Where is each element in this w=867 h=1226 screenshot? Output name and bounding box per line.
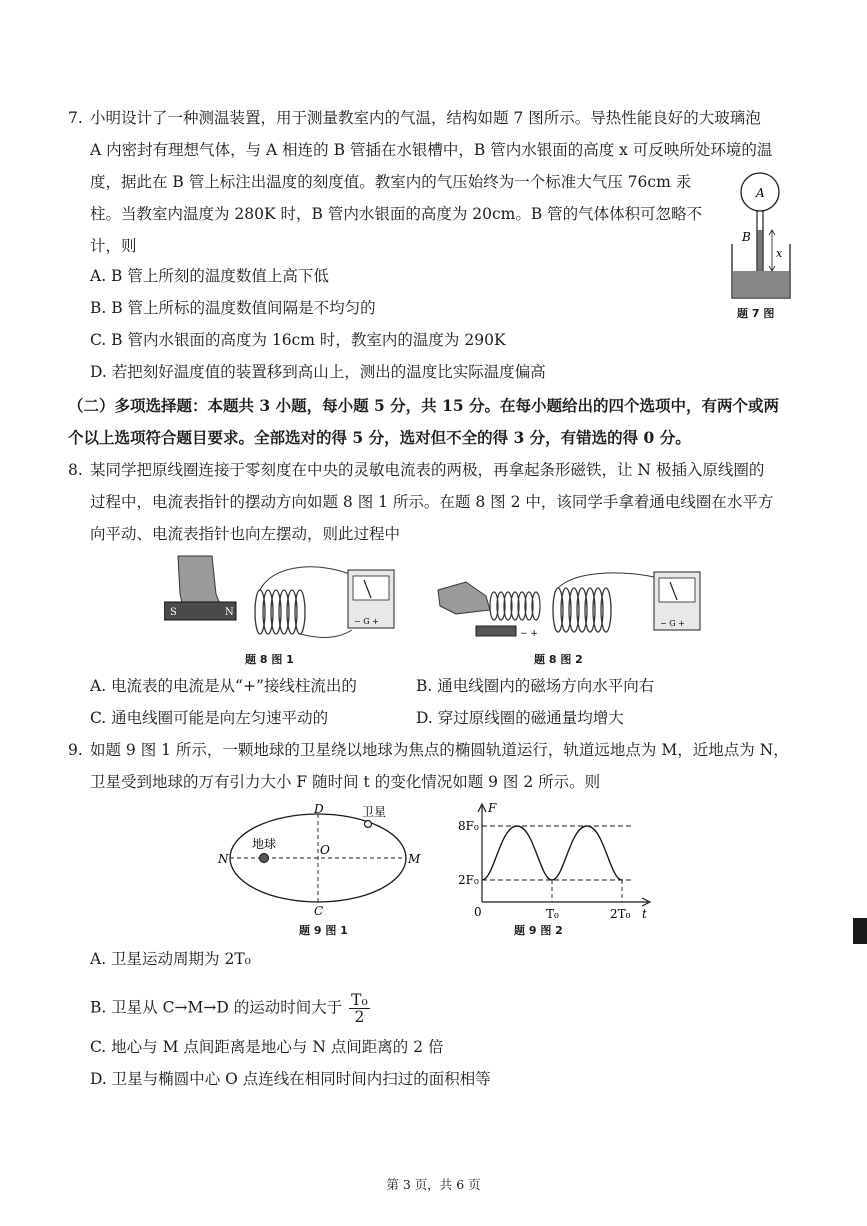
battery [476,626,516,636]
label-f: F [488,801,497,815]
q9-option-d: D. 卫星与椭圆中心 O 点连线在相同时间内扫过的面积相等 [90,1070,491,1088]
label-c: C [314,904,324,918]
q7-option-d: D. 若把刻好温度值的装置移到高山上，测出的温度比实际温度偏高 [90,363,546,381]
svg-text:− G +: − G + [354,617,379,626]
q9-option-a: A. 卫星运动周期为 2T₀ [90,950,251,968]
force-curve [482,826,622,880]
label-m: M [408,852,421,866]
label-t: t [642,907,647,921]
label-satellite: 卫星 [362,805,387,819]
coil [255,590,305,634]
mercury-pool [733,271,789,297]
label-2f0: 2F₀ [458,873,479,887]
hand [438,582,490,614]
q8-option-a: A. 电流表的电流是从“+”接线柱流出的 [90,677,357,695]
q9-figure-1 [216,802,428,920]
q9-option-c: C. 地心与 M 点间距离是地心与 N 点间距离的 2 倍 [90,1038,444,1056]
label-b: B [742,230,751,244]
label-origin: 0 [474,905,482,919]
q7-figure [722,168,798,318]
q9-figure-2 [456,800,656,922]
q7-line5: 计，则 [90,237,137,255]
q7-line2: A 内密封有理想气体，与 A 相连的 B 管插在水银槽中，B 管内水银面的高度 x 可反映所处环境的温 [90,141,773,159]
fraction-numerator: T₀ [351,991,368,1009]
q8-figure-2 [436,570,702,646]
energized-coil [490,592,540,620]
q9-option-b [90,992,370,1025]
svg-text:N: N [225,607,234,618]
fraction-denominator: 2 [354,1008,365,1026]
q8-option-d: D. 穿过原线圈的磁通量均增大 [416,709,624,727]
q7-line4: 柱。当教室内温度为 280K 时，B 管内水银面的高度为 20cm。B 管的气体体积可忽略不 [90,205,703,223]
label-o: O [320,843,330,857]
q7-line3: 度，据此在 B 管上标注出温度的刻度值。教室内的气压始终为一个标准大气压 76cm 汞 [90,173,692,191]
q9-number: 9. [68,741,83,759]
q9-figure1-caption: 题 9 图 1 [299,924,348,937]
page-footer: 第 3 页，共 6 页 [386,1177,481,1192]
q8-line3: 向平动、电流表指针也向左摆动，则此过程中 [90,525,401,543]
q8-line1: 某同学把原线圈连接于零刻度在中央的灵敏电流表的两极，再拿起条形磁铁，让 N 极插入原线圈的 [90,461,765,479]
q7-option-a: A. B 管上所刻的温度数值上高下低 [90,267,329,285]
q9-line2: 卫星受到地球的万有引力大小 F 随时间 t 的变化情况如题 9 图 2 所示。则 [90,773,601,791]
q8-line2: 过程中，电流表指针的摆动方向如题 8 图 1 所示。在题 8 图 2 中，该同学手拿着通电线圈在水平方 [90,493,774,511]
q7-line1: 小明设计了一种测温装置，用于测量教室内的气温，结构如题 7 图所示。导热性能良好的大玻璃泡 [90,109,761,127]
q9-line1: 如题 9 图 1 所示，一颗地球的卫星绕以地球为焦点的椭圆轨道运行，轨道远地点为 M，近地点为 N， [90,741,789,759]
q7-number: 7. [68,109,83,127]
satellite [365,821,372,828]
svg-text:− G +: − G + [660,619,685,628]
label-x: x [776,247,783,260]
label-d: D [314,802,324,816]
q7-option-c: C. B 管内水银面的高度为 16cm 时，教室内的温度为 290K [90,331,506,349]
label-earth: 地球 [252,837,277,851]
svg-text:− +: − + [520,629,538,639]
fraction [349,992,370,1025]
q8-option-c: C. 通电线圈可能是向左匀速平动的 [90,709,329,727]
q8-figure1-caption: 题 8 图 1 [245,653,294,666]
q8-figure2-caption: 题 8 图 2 [534,653,583,666]
svg-text:S: S [170,607,177,618]
q7-option-b: B. B 管上所标的温度数值间隔是不均匀的 [90,299,376,317]
q8-option-b: B. 通电线圈内的磁场方向水平向右 [416,677,655,695]
label-2t0: 2T₀ [610,907,631,921]
q7-figure-caption: 题 7 图 [737,307,775,320]
primary-coil [553,588,611,632]
q8-figure-1 [164,554,396,646]
earth [260,854,269,863]
label-8f0: 8F₀ [458,819,479,833]
label-t0: T₀ [546,907,559,921]
label-n: N [218,852,229,866]
q8-number: 8. [68,461,83,479]
q9-figure2-caption: 题 9 图 2 [514,924,563,937]
section2-line1: （二）多项选择题：本题共 3 小题，每小题 5 分，共 15 分。在每小题给出的四个选项中，有两个或两 [68,396,780,415]
label-a: A [756,186,765,200]
edge-tab-marker [853,918,867,944]
section2-line2: 个以上选项符合题目要求。全部选对的得 5 分，选对但不全的得 3 分，有错选的得 0 分。 [68,428,691,447]
q9-option-b-text: B. 卫星从 C→M→D 的运动时间大于 [90,998,343,1017]
